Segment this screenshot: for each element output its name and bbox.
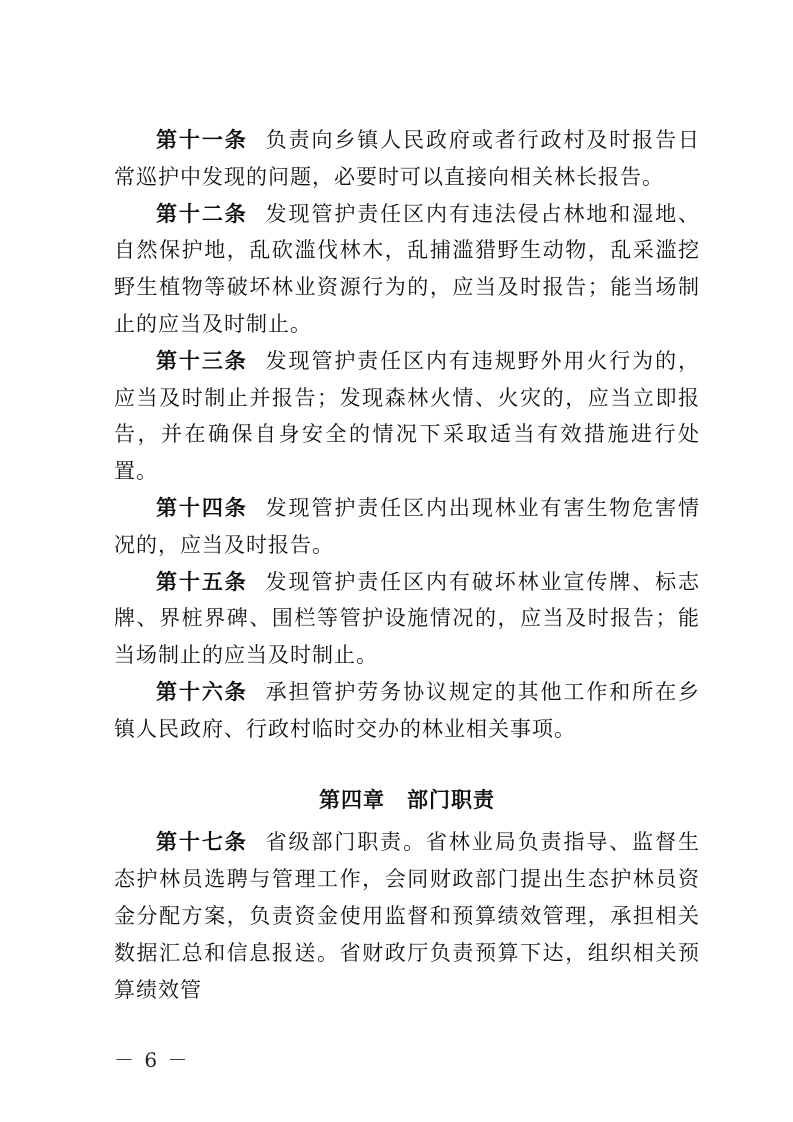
article-number: 第十四条 (156, 495, 248, 520)
article-number: 第十六条 (156, 679, 248, 704)
article-12 (114, 196, 700, 343)
article-text: 承担管护劳务协议规定的其他工作和所在乡镇人民政府、行政村临时交办的林业相关事项。 (114, 679, 701, 741)
article-11 (114, 122, 700, 196)
article-text: 发现管护责任区内有违法侵占林地和湿地、自然保护地，乱砍滥伐林木，乱捕滥猎野生动物，乱采滥挖野生植物等破坏林业资源行为的，应当及时报告；能当场制止的应当及时制止。 (114, 201, 701, 336)
article-number: 第十二条 (156, 201, 248, 226)
page-number: － 6 － (114, 1048, 190, 1072)
article-number: 第十七条 (156, 830, 248, 855)
article-text: 负责向乡镇人民政府或者行政村及时报告日常巡护中发现的问题，必要时可以直接向相关林长报告。 (114, 128, 701, 189)
article-15 (114, 564, 700, 674)
article-text: 发现管护责任区内有破坏林业宣传牌、标志牌、界桩界碑、围栏等管护设施情况的，应当及时报告；能当场制止的应当及时制止。 (114, 569, 701, 668)
article-text: 发现管护责任区内有违规野外用火行为的，应当及时制止并报告；发现森林火情、火灾的，应当立即报告，并在确保自身安全的情况下采取适当有效措施进行处置。 (114, 348, 701, 484)
article-13 (114, 343, 700, 490)
article-number: 第十一条 (156, 128, 248, 152)
article-number: 第十三条 (156, 348, 248, 373)
article-text: 发现管护责任区内出现林业有害生物危害情况的，应当及时报告。 (114, 495, 701, 557)
article-number: 第十五条 (156, 569, 248, 594)
article-16 (114, 674, 700, 748)
article-17 (114, 824, 700, 1008)
chapter-heading: 第四章 部门职责 (319, 787, 495, 812)
article-text: 省级部门职责。省林业局负责指导、监督生态护林员选聘与管理工作，会同财政部门提出生态护林员资金分配方案，负责资金使用监督和预算绩效管理，承担相关数据汇总和信息报送。省财政厅负责预算下达，组织相关预算绩效管 (114, 830, 701, 1002)
article-14 (114, 490, 700, 564)
body-text (114, 122, 700, 1008)
